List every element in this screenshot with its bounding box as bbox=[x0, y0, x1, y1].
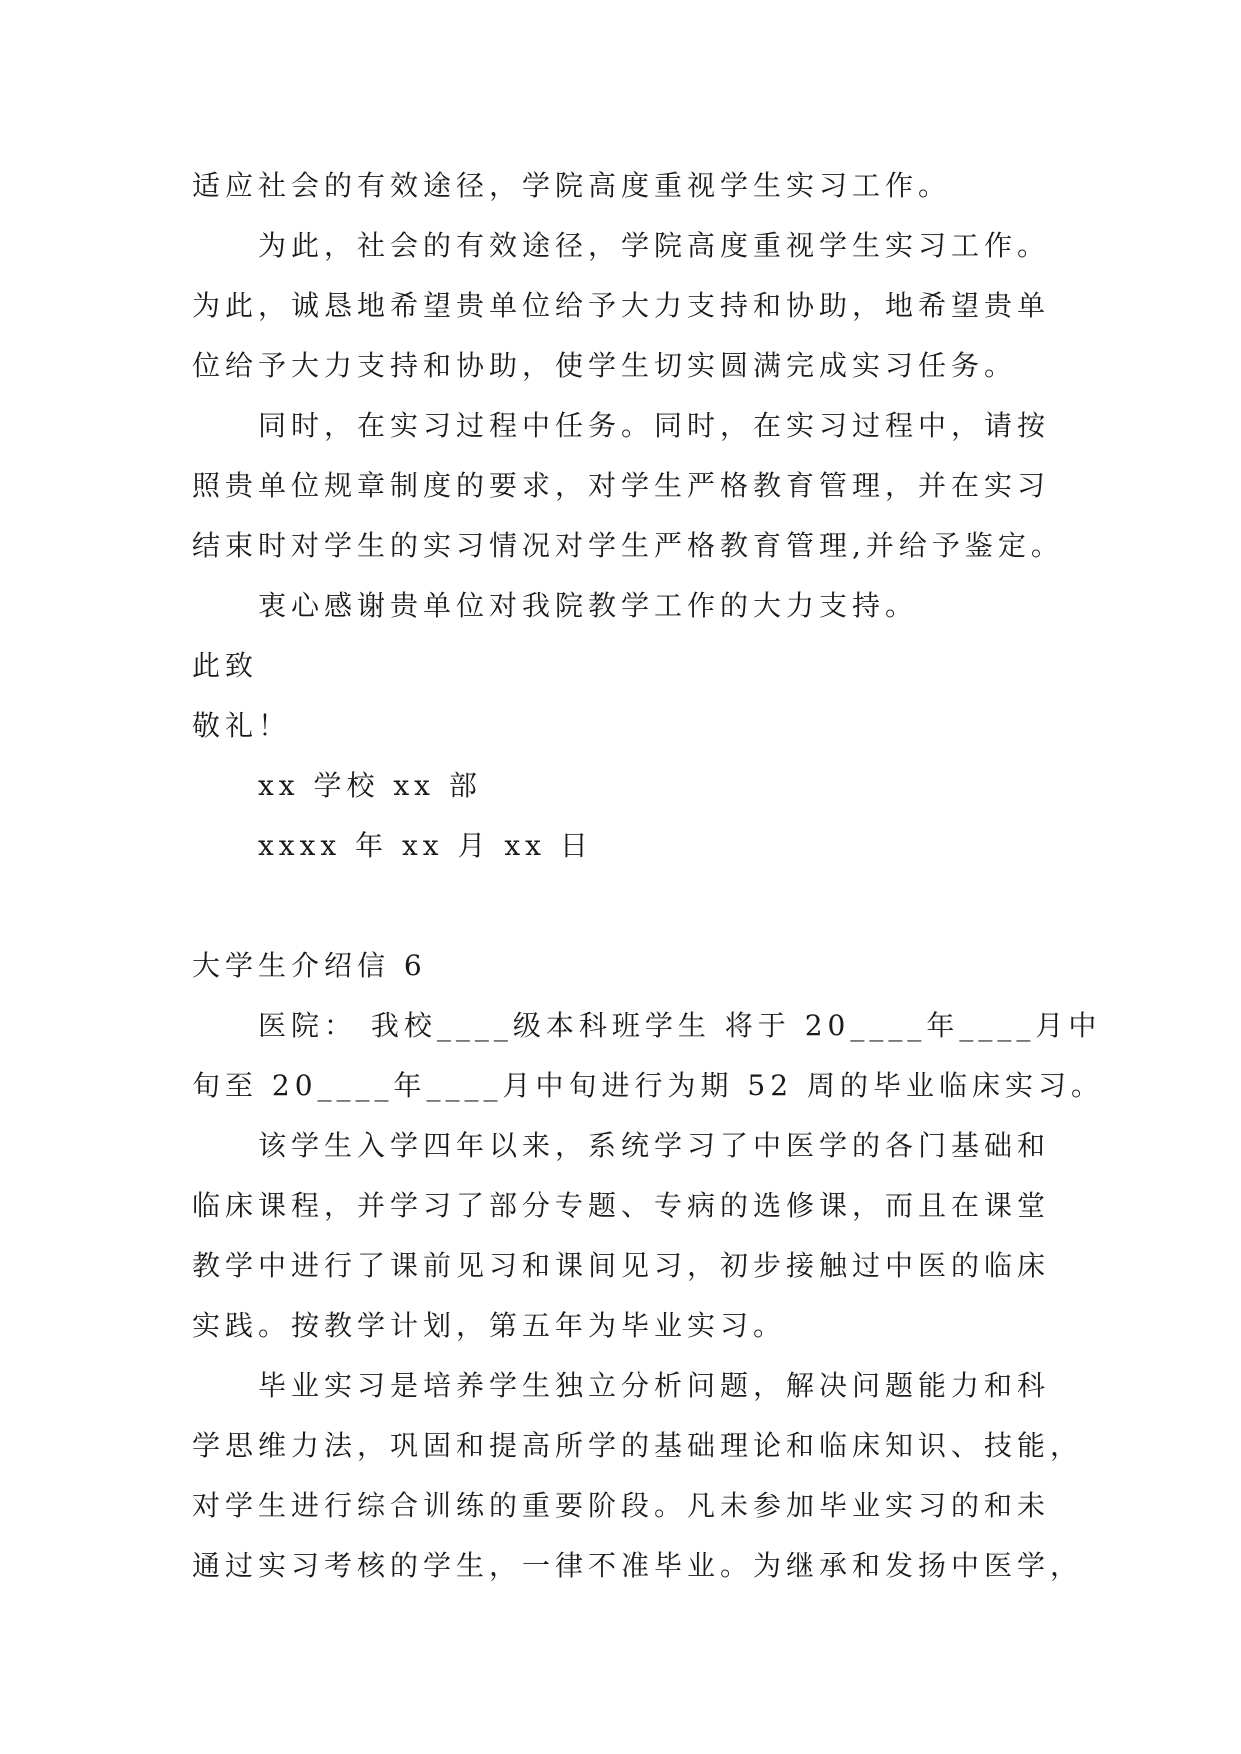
body-text-line: 为此，社会的有效途径，学院高度重视学生实习工作。 bbox=[258, 229, 1051, 262]
section-title: 大学生介绍信 6 bbox=[192, 949, 427, 982]
signature-date: xxxx 年 xx 月 xx 日 bbox=[258, 829, 593, 862]
letter-salutation: 敬礼！ bbox=[192, 709, 292, 742]
body-text-line: 通过实习考核的学生，一律不准毕业。为继承和发扬中医学， bbox=[192, 1549, 1084, 1582]
body-text-line: 位给予大力支持和协助，使学生切实圆满完成实习任务。 bbox=[192, 349, 1018, 382]
blank-line bbox=[192, 876, 1241, 936]
body-text-line: 结束时对学生的实习情况对学生严格教育管理,并给予鉴定。 bbox=[192, 529, 1064, 562]
body-text-line: 实践。按教学计划，第五年为毕业实习。 bbox=[192, 1309, 787, 1342]
body-text-line: 适应社会的有效途径，学院高度重视学生实习工作。 bbox=[192, 169, 952, 202]
body-text-line: 为此，诚恳地希望贵单位给予大力支持和协助，地希望贵单 bbox=[192, 289, 1051, 322]
body-text-line: 该学生入学四年以来，系统学习了中医学的各门基础和 bbox=[258, 1129, 1051, 1162]
body-text-line: 教学中进行了课前见习和课间见习，初步接触过中医的临床 bbox=[192, 1249, 1051, 1282]
signature-org: xx 学校 xx 部 bbox=[258, 769, 482, 802]
body-text-line: 临床课程，并学习了部分专题、专病的选修课，而且在课堂 bbox=[192, 1189, 1051, 1222]
letter-closing: 此致 bbox=[192, 649, 259, 682]
body-text-line: 学思维力法，巩固和提高所学的基础理论和临床知识、技能， bbox=[192, 1429, 1084, 1462]
body-text-line: 医院： 我校____级本科班学生 将于 20____年____月中 bbox=[258, 1009, 1102, 1042]
body-text-line: 照贵单位规章制度的要求，对学生严格教育管理，并在实习 bbox=[192, 469, 1051, 502]
body-text-line: 对学生进行综合训练的重要阶段。凡未参加毕业实习的和未 bbox=[192, 1489, 1051, 1522]
body-text-line: 同时，在实习过程中任务。同时，在实习过程中，请按 bbox=[258, 409, 1051, 442]
body-text-line: 毕业实习是培养学生独立分析问题，解决问题能力和科 bbox=[258, 1369, 1051, 1402]
body-text-line: 旬至 20____年____月中旬进行为期 52 周的毕业临床实习。 bbox=[192, 1069, 1104, 1102]
body-text-line: 衷心感谢贵单位对我院教学工作的大力支持。 bbox=[258, 589, 919, 622]
